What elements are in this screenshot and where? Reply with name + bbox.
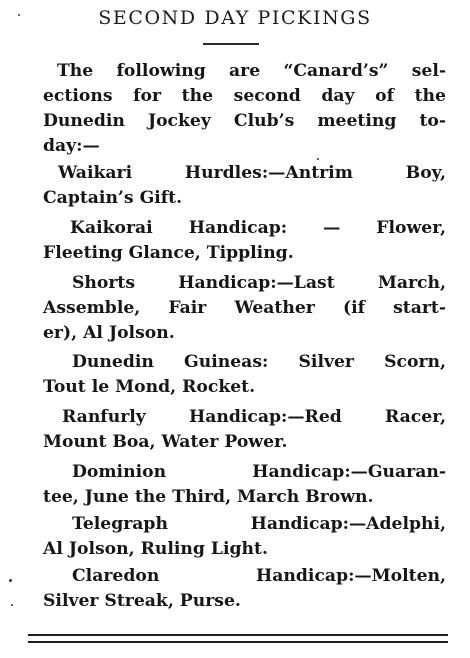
selection-claredon-line-2: Silver Streak, Purse. <box>43 591 241 611</box>
selection-kaikorai-line-2: Fleeting Glance, Tippling. <box>43 243 294 263</box>
selection-telegraph-line-1: Telegraph Handicap:—Adelphi, <box>72 514 446 534</box>
headline: SECOND DAY PICKINGS <box>98 7 372 29</box>
selection-kaikorai-line-1: Kaikorai Handicap: — Flower, <box>70 218 446 238</box>
print-speck <box>18 14 20 16</box>
print-speck <box>317 158 319 160</box>
selection-ranfurly-line-2: Mount Boa, Water Power. <box>43 432 288 452</box>
selection-guineas-line-1: Dunedin Guineas: Silver Scorn, <box>72 352 446 372</box>
print-speck <box>11 604 13 606</box>
selection-dominion-line-1: Dominion Handicap:—Guaran- <box>72 462 446 482</box>
print-speck <box>9 579 12 582</box>
selection-shorts-line-2: Assemble, Fair Weather (if start- <box>43 298 446 318</box>
bottom-rule-upper <box>28 634 448 636</box>
headline-rule <box>203 43 259 45</box>
selection-ranfurly-line-1: Ranfurly Handicap:—Red Racer, <box>62 407 446 427</box>
intro-line-2: ections for the second day of the <box>43 86 446 106</box>
selection-shorts-line-1: Shorts Handicap:—Last March, <box>72 273 446 293</box>
selection-dominion-line-2: tee, June the Third, March Brown. <box>43 487 374 507</box>
selection-waikari-line-2: Captain’s Gift. <box>43 188 183 208</box>
selection-guineas-line-2: Tout le Mond, Rocket. <box>43 377 256 397</box>
selection-claredon-line-1: Claredon Handicap:—Molten, <box>72 566 446 586</box>
bottom-rule-lower <box>28 641 448 643</box>
intro-line-4: day:— <box>43 136 100 156</box>
intro-line-1: The following are “Canard’s” sel- <box>57 61 446 81</box>
selection-waikari-line-1: Waikari Hurdles:—Antrim Boy, <box>58 163 446 183</box>
selection-telegraph-line-2: Al Jolson, Ruling Light. <box>43 539 268 559</box>
intro-line-3: Dunedin Jockey Club’s meeting to- <box>43 111 446 131</box>
selection-shorts-line-3: er), Al Jolson. <box>43 323 175 343</box>
